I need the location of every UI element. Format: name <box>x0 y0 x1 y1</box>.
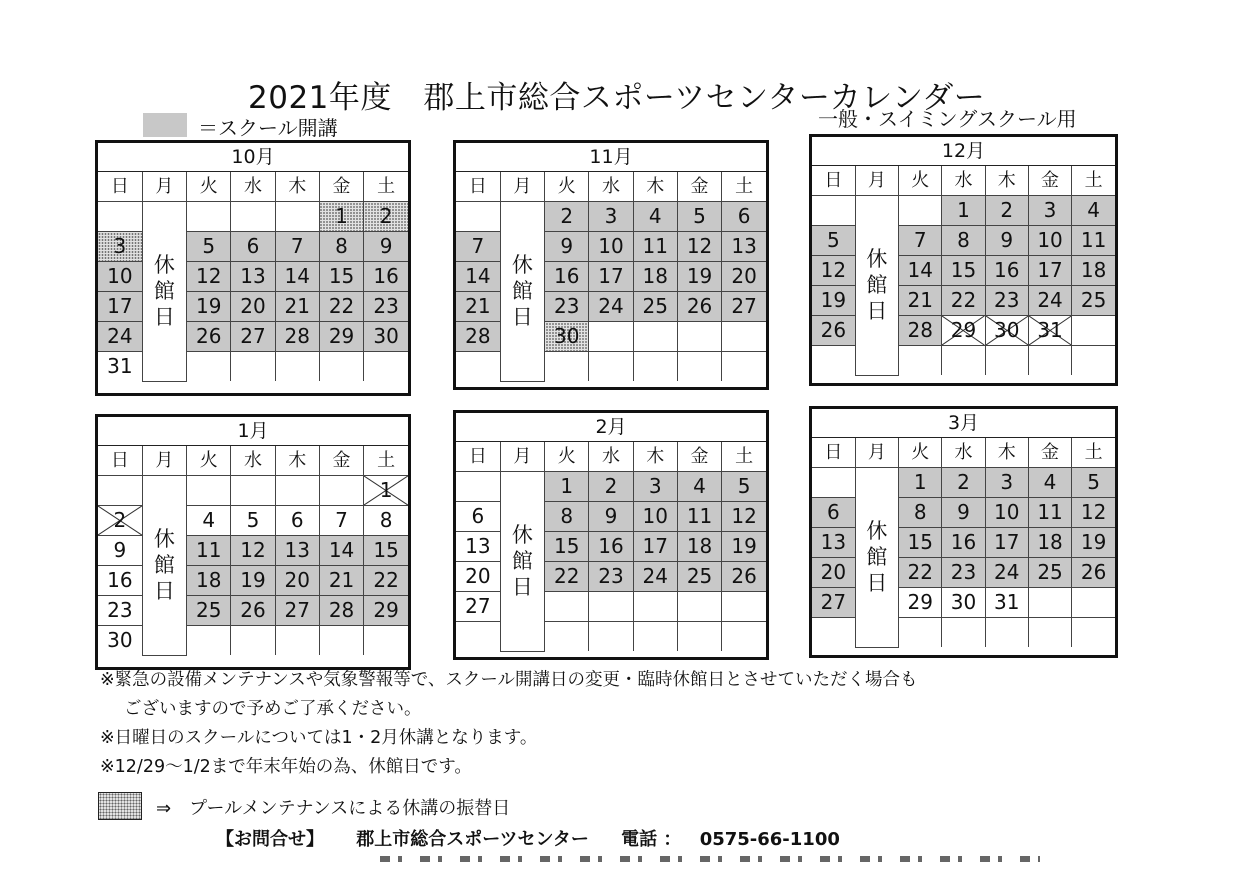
note-sunday: ※日曜日のスクールについては1・2月休講となります。 <box>100 728 538 748</box>
day-cell: 16 <box>942 528 985 558</box>
day-cell: 5 <box>677 202 721 232</box>
day-cell: 18 <box>633 262 677 292</box>
day-cell: 8 <box>942 226 985 256</box>
weekday-header: 火 <box>545 442 589 472</box>
day-cell: 14 <box>275 262 319 292</box>
day-cell: 28 <box>319 596 363 626</box>
day-cell: 25 <box>187 596 231 626</box>
empty-cell <box>456 202 500 232</box>
day-cell: 10 <box>589 232 633 262</box>
contact-phone-label: 電話 ： <box>621 829 682 850</box>
day-cell: 2 <box>545 202 589 232</box>
weekday-header: 月 <box>142 446 186 476</box>
day-cell: 6 <box>812 498 855 528</box>
weekday-header: 水 <box>942 166 985 196</box>
empty-cell <box>633 352 677 382</box>
weekday-header: 日 <box>456 442 500 472</box>
day-cell: 18 <box>187 566 231 596</box>
day-cell: 19 <box>677 262 721 292</box>
day-cell: 31 <box>985 588 1028 618</box>
day-cell: 4 <box>1072 196 1115 226</box>
weekday-header: 月 <box>500 442 544 472</box>
day-cell: 2 <box>942 468 985 498</box>
empty-cell <box>98 202 142 232</box>
empty-cell <box>589 352 633 382</box>
weekday-header: 日 <box>98 446 142 476</box>
day-cell: 6 <box>231 232 275 262</box>
empty-cell <box>187 476 231 506</box>
day-cell: 15 <box>364 536 408 566</box>
day-cell: 25 <box>633 292 677 322</box>
day-cell: 11 <box>1072 226 1115 256</box>
day-cell: 19 <box>812 286 855 316</box>
calendar-march <box>809 406 1118 658</box>
closed-day-label: 休 館 日 <box>855 196 898 376</box>
day-cell: 3 <box>98 232 142 262</box>
day-cell: 2 <box>985 196 1028 226</box>
day-cell: 3 <box>985 468 1028 498</box>
empty-cell <box>677 622 721 652</box>
day-cell: 18 <box>1072 256 1115 286</box>
weekday-header: 火 <box>899 166 942 196</box>
empty-cell <box>319 476 363 506</box>
empty-cell <box>1072 618 1115 648</box>
calendar-december <box>809 134 1118 386</box>
calendar-january <box>95 414 411 670</box>
school-legend-label: ＝スクール開講 <box>198 116 338 140</box>
day-cell: 17 <box>589 262 633 292</box>
empty-cell <box>545 592 589 622</box>
empty-cell <box>812 346 855 376</box>
weekday-header: 木 <box>275 172 319 202</box>
day-cell: 10 <box>1028 226 1071 256</box>
weekday-header: 土 <box>722 442 766 472</box>
empty-cell <box>456 472 500 502</box>
empty-cell <box>187 202 231 232</box>
weekday-header: 月 <box>142 172 186 202</box>
day-cell: 30 <box>545 322 589 352</box>
day-cell: 23 <box>985 286 1028 316</box>
weekday-header: 金 <box>319 172 363 202</box>
weekday-header: 木 <box>633 442 677 472</box>
day-cell: 12 <box>677 232 721 262</box>
day-cell: 9 <box>985 226 1028 256</box>
day-cell: 7 <box>275 232 319 262</box>
day-cell: 13 <box>275 536 319 566</box>
empty-cell <box>275 352 319 382</box>
day-cell: 1 <box>942 196 985 226</box>
empty-cell <box>187 352 231 382</box>
day-cell: 9 <box>545 232 589 262</box>
day-cell: 9 <box>98 536 142 566</box>
day-cell: 8 <box>319 232 363 262</box>
empty-cell <box>899 196 942 226</box>
day-cell: 31 <box>1028 316 1071 346</box>
empty-cell <box>899 346 942 376</box>
day-cell: 20 <box>231 292 275 322</box>
empty-cell <box>1072 316 1115 346</box>
day-cell: 2 <box>364 202 408 232</box>
weekday-header: 土 <box>1072 438 1115 468</box>
day-cell: 20 <box>456 562 500 592</box>
empty-cell <box>722 622 766 652</box>
day-cell: 5 <box>722 472 766 502</box>
empty-cell <box>677 352 721 382</box>
day-cell: 30 <box>98 626 142 656</box>
day-cell: 15 <box>319 262 363 292</box>
note-emergency-cont: ございますので予めご了承ください。 <box>124 699 422 719</box>
weekday-header: 水 <box>589 172 633 202</box>
empty-cell <box>364 352 408 382</box>
day-cell: 26 <box>722 562 766 592</box>
day-cell: 20 <box>722 262 766 292</box>
day-cell: 14 <box>319 536 363 566</box>
makeup-legend-label: ⇒ プールメンテナンスによる休講の振替日 <box>156 798 511 819</box>
weekday-header: 月 <box>500 172 544 202</box>
day-cell: 23 <box>364 292 408 322</box>
day-cell: 26 <box>677 292 721 322</box>
empty-cell <box>722 352 766 382</box>
day-cell: 24 <box>633 562 677 592</box>
day-cell: 15 <box>899 528 942 558</box>
empty-cell <box>633 592 677 622</box>
makeup-legend-swatch <box>98 792 142 820</box>
page-title: 2021年度 郡上市総合スポーツセンターカレンダー <box>248 80 986 116</box>
audience-label: 一般・スイミングスクール用 <box>818 107 1077 131</box>
day-cell: 21 <box>899 286 942 316</box>
contact-line <box>216 825 866 851</box>
empty-cell <box>722 592 766 622</box>
day-cell: 27 <box>231 322 275 352</box>
day-cell: 30 <box>942 588 985 618</box>
day-cell: 16 <box>589 532 633 562</box>
month-title: 10月 <box>98 143 408 172</box>
day-cell: 8 <box>364 506 408 536</box>
day-cell: 22 <box>899 558 942 588</box>
empty-cell <box>275 202 319 232</box>
day-cell: 15 <box>942 256 985 286</box>
day-cell: 24 <box>1028 286 1071 316</box>
day-cell: 3 <box>633 472 677 502</box>
day-cell: 12 <box>722 502 766 532</box>
day-cell: 19 <box>722 532 766 562</box>
empty-cell <box>633 322 677 352</box>
day-cell: 13 <box>812 528 855 558</box>
weekday-header: 水 <box>942 438 985 468</box>
closed-day-label: 休 館 日 <box>500 472 544 652</box>
month-title: 1月 <box>98 417 408 446</box>
day-cell: 29 <box>364 596 408 626</box>
school-legend-swatch <box>143 113 187 137</box>
empty-cell <box>812 196 855 226</box>
day-cell: 10 <box>633 502 677 532</box>
day-cell: 12 <box>187 262 231 292</box>
empty-cell <box>1072 346 1115 376</box>
day-cell: 6 <box>275 506 319 536</box>
empty-cell <box>942 618 985 648</box>
empty-cell <box>231 352 275 382</box>
weekday-header: 火 <box>187 446 231 476</box>
day-cell: 28 <box>899 316 942 346</box>
weekday-header: 月 <box>855 166 898 196</box>
day-cell: 1 <box>364 476 408 506</box>
day-cell: 21 <box>275 292 319 322</box>
day-cell: 26 <box>231 596 275 626</box>
empty-cell <box>456 622 500 652</box>
day-cell: 17 <box>1028 256 1071 286</box>
day-cell: 20 <box>812 558 855 588</box>
day-cell: 4 <box>633 202 677 232</box>
day-cell: 16 <box>364 262 408 292</box>
calendar-october <box>95 140 411 396</box>
day-cell: 19 <box>1072 528 1115 558</box>
weekday-header: 日 <box>456 172 500 202</box>
day-cell: 27 <box>812 588 855 618</box>
weekday-header: 金 <box>677 172 721 202</box>
day-cell: 19 <box>231 566 275 596</box>
weekday-header: 日 <box>98 172 142 202</box>
empty-cell <box>187 626 231 656</box>
day-cell: 20 <box>275 566 319 596</box>
empty-cell <box>98 476 142 506</box>
empty-cell <box>633 622 677 652</box>
day-cell: 9 <box>364 232 408 262</box>
day-cell: 5 <box>231 506 275 536</box>
month-title: 3月 <box>812 409 1115 438</box>
day-cell: 11 <box>677 502 721 532</box>
weekday-header: 木 <box>275 446 319 476</box>
day-cell: 13 <box>722 232 766 262</box>
weekday-header: 木 <box>985 166 1028 196</box>
day-cell: 26 <box>812 316 855 346</box>
day-cell: 9 <box>589 502 633 532</box>
empty-cell <box>275 626 319 656</box>
month-title: 11月 <box>456 143 766 172</box>
day-cell: 22 <box>319 292 363 322</box>
weekday-header: 金 <box>1028 166 1071 196</box>
empty-cell <box>942 346 985 376</box>
empty-cell <box>812 468 855 498</box>
weekday-header: 日 <box>812 438 855 468</box>
day-cell: 8 <box>899 498 942 528</box>
calendar-february <box>453 410 769 660</box>
day-cell: 25 <box>1072 286 1115 316</box>
empty-cell <box>231 202 275 232</box>
weekday-header: 金 <box>319 446 363 476</box>
weekday-header: 火 <box>545 172 589 202</box>
contact-label: 【お問合せ】 <box>216 829 324 850</box>
day-cell: 30 <box>364 322 408 352</box>
day-cell: 11 <box>633 232 677 262</box>
empty-cell <box>812 618 855 648</box>
empty-cell <box>545 352 589 382</box>
day-cell: 12 <box>812 256 855 286</box>
day-cell: 19 <box>187 292 231 322</box>
day-cell: 24 <box>985 558 1028 588</box>
day-cell: 16 <box>98 566 142 596</box>
day-cell: 18 <box>1028 528 1071 558</box>
empty-cell <box>231 476 275 506</box>
closed-day-label: 休 館 日 <box>500 202 544 382</box>
empty-cell <box>456 352 500 382</box>
day-cell: 10 <box>985 498 1028 528</box>
weekday-header: 日 <box>812 166 855 196</box>
weekday-header: 水 <box>231 446 275 476</box>
empty-cell <box>985 346 1028 376</box>
day-cell: 21 <box>319 566 363 596</box>
day-cell: 5 <box>1072 468 1115 498</box>
month-title: 12月 <box>812 137 1115 166</box>
day-cell: 7 <box>899 226 942 256</box>
day-cell: 11 <box>1028 498 1071 528</box>
day-cell: 26 <box>187 322 231 352</box>
day-cell: 1 <box>319 202 363 232</box>
day-cell: 22 <box>942 286 985 316</box>
empty-cell <box>1072 588 1115 618</box>
day-cell: 29 <box>899 588 942 618</box>
empty-cell <box>677 322 721 352</box>
weekday-header: 土 <box>1072 166 1115 196</box>
contact-org: 郡上市総合スポーツセンター <box>356 829 589 850</box>
day-cell: 8 <box>545 502 589 532</box>
day-cell: 27 <box>456 592 500 622</box>
day-cell: 13 <box>231 262 275 292</box>
closed-day-label: 休 館 日 <box>142 202 186 382</box>
day-cell: 31 <box>98 352 142 382</box>
day-cell: 17 <box>985 528 1028 558</box>
day-cell: 12 <box>231 536 275 566</box>
day-cell: 30 <box>985 316 1028 346</box>
empty-cell <box>275 476 319 506</box>
empty-cell <box>364 626 408 656</box>
note-emergency: ※緊急の設備メンテナンスや気象警報等で、スクール開講日の変更・臨時休館日とさせていただく場合も <box>100 670 918 690</box>
day-cell: 22 <box>545 562 589 592</box>
note-newyear: ※12/29～1/2まで年末年始の為、休館日です。 <box>100 757 472 777</box>
day-cell: 4 <box>677 472 721 502</box>
contact-phone: 0575-66-1100 <box>699 829 840 850</box>
empty-cell <box>589 322 633 352</box>
day-cell: 1 <box>545 472 589 502</box>
empty-cell <box>319 626 363 656</box>
day-cell: 3 <box>1028 196 1071 226</box>
weekday-header: 土 <box>364 172 408 202</box>
day-cell: 7 <box>456 232 500 262</box>
empty-cell <box>589 592 633 622</box>
day-cell: 12 <box>1072 498 1115 528</box>
weekday-header: 火 <box>899 438 942 468</box>
day-cell: 5 <box>812 226 855 256</box>
day-cell: 24 <box>98 322 142 352</box>
day-cell: 28 <box>456 322 500 352</box>
weekday-header: 木 <box>633 172 677 202</box>
empty-cell <box>231 626 275 656</box>
empty-cell <box>899 618 942 648</box>
notes-block <box>100 666 918 782</box>
day-cell: 21 <box>456 292 500 322</box>
day-cell: 17 <box>98 292 142 322</box>
day-cell: 18 <box>677 532 721 562</box>
day-cell: 28 <box>275 322 319 352</box>
day-cell: 4 <box>187 506 231 536</box>
weekday-header: 金 <box>677 442 721 472</box>
cutoff-text-fragment <box>380 854 1040 862</box>
day-cell: 5 <box>187 232 231 262</box>
weekday-header: 土 <box>364 446 408 476</box>
day-cell: 14 <box>456 262 500 292</box>
empty-cell <box>677 592 721 622</box>
day-cell: 14 <box>899 256 942 286</box>
day-cell: 4 <box>1028 468 1071 498</box>
day-cell: 23 <box>98 596 142 626</box>
weekday-header: 金 <box>1028 438 1071 468</box>
month-title: 2月 <box>456 413 766 442</box>
weekday-header: 土 <box>722 172 766 202</box>
day-cell: 1 <box>899 468 942 498</box>
day-cell: 2 <box>98 506 142 536</box>
calendar-november <box>453 140 769 390</box>
day-cell: 27 <box>275 596 319 626</box>
closed-day-label: 休 館 日 <box>142 476 186 656</box>
day-cell: 23 <box>942 558 985 588</box>
day-cell: 25 <box>1028 558 1071 588</box>
day-cell: 16 <box>985 256 1028 286</box>
empty-cell <box>985 618 1028 648</box>
day-cell: 29 <box>942 316 985 346</box>
day-cell: 6 <box>456 502 500 532</box>
day-cell: 3 <box>589 202 633 232</box>
empty-cell <box>1028 618 1071 648</box>
empty-cell <box>1028 588 1071 618</box>
closed-day-label: 休 館 日 <box>855 468 898 648</box>
day-cell: 2 <box>589 472 633 502</box>
day-cell: 9 <box>942 498 985 528</box>
day-cell: 10 <box>98 262 142 292</box>
day-cell: 23 <box>589 562 633 592</box>
day-cell: 16 <box>545 262 589 292</box>
weekday-header: 水 <box>589 442 633 472</box>
day-cell: 13 <box>456 532 500 562</box>
day-cell: 23 <box>545 292 589 322</box>
day-cell: 25 <box>677 562 721 592</box>
day-cell: 6 <box>722 202 766 232</box>
weekday-header: 水 <box>231 172 275 202</box>
day-cell: 15 <box>545 532 589 562</box>
empty-cell <box>545 622 589 652</box>
weekday-header: 木 <box>985 438 1028 468</box>
empty-cell <box>319 352 363 382</box>
day-cell: 22 <box>364 566 408 596</box>
empty-cell <box>1028 346 1071 376</box>
day-cell: 17 <box>633 532 677 562</box>
day-cell: 26 <box>1072 558 1115 588</box>
weekday-header: 火 <box>187 172 231 202</box>
day-cell: 29 <box>319 322 363 352</box>
empty-cell <box>722 322 766 352</box>
day-cell: 24 <box>589 292 633 322</box>
day-cell: 27 <box>722 292 766 322</box>
day-cell: 7 <box>319 506 363 536</box>
day-cell: 11 <box>187 536 231 566</box>
weekday-header: 月 <box>855 438 898 468</box>
empty-cell <box>589 622 633 652</box>
